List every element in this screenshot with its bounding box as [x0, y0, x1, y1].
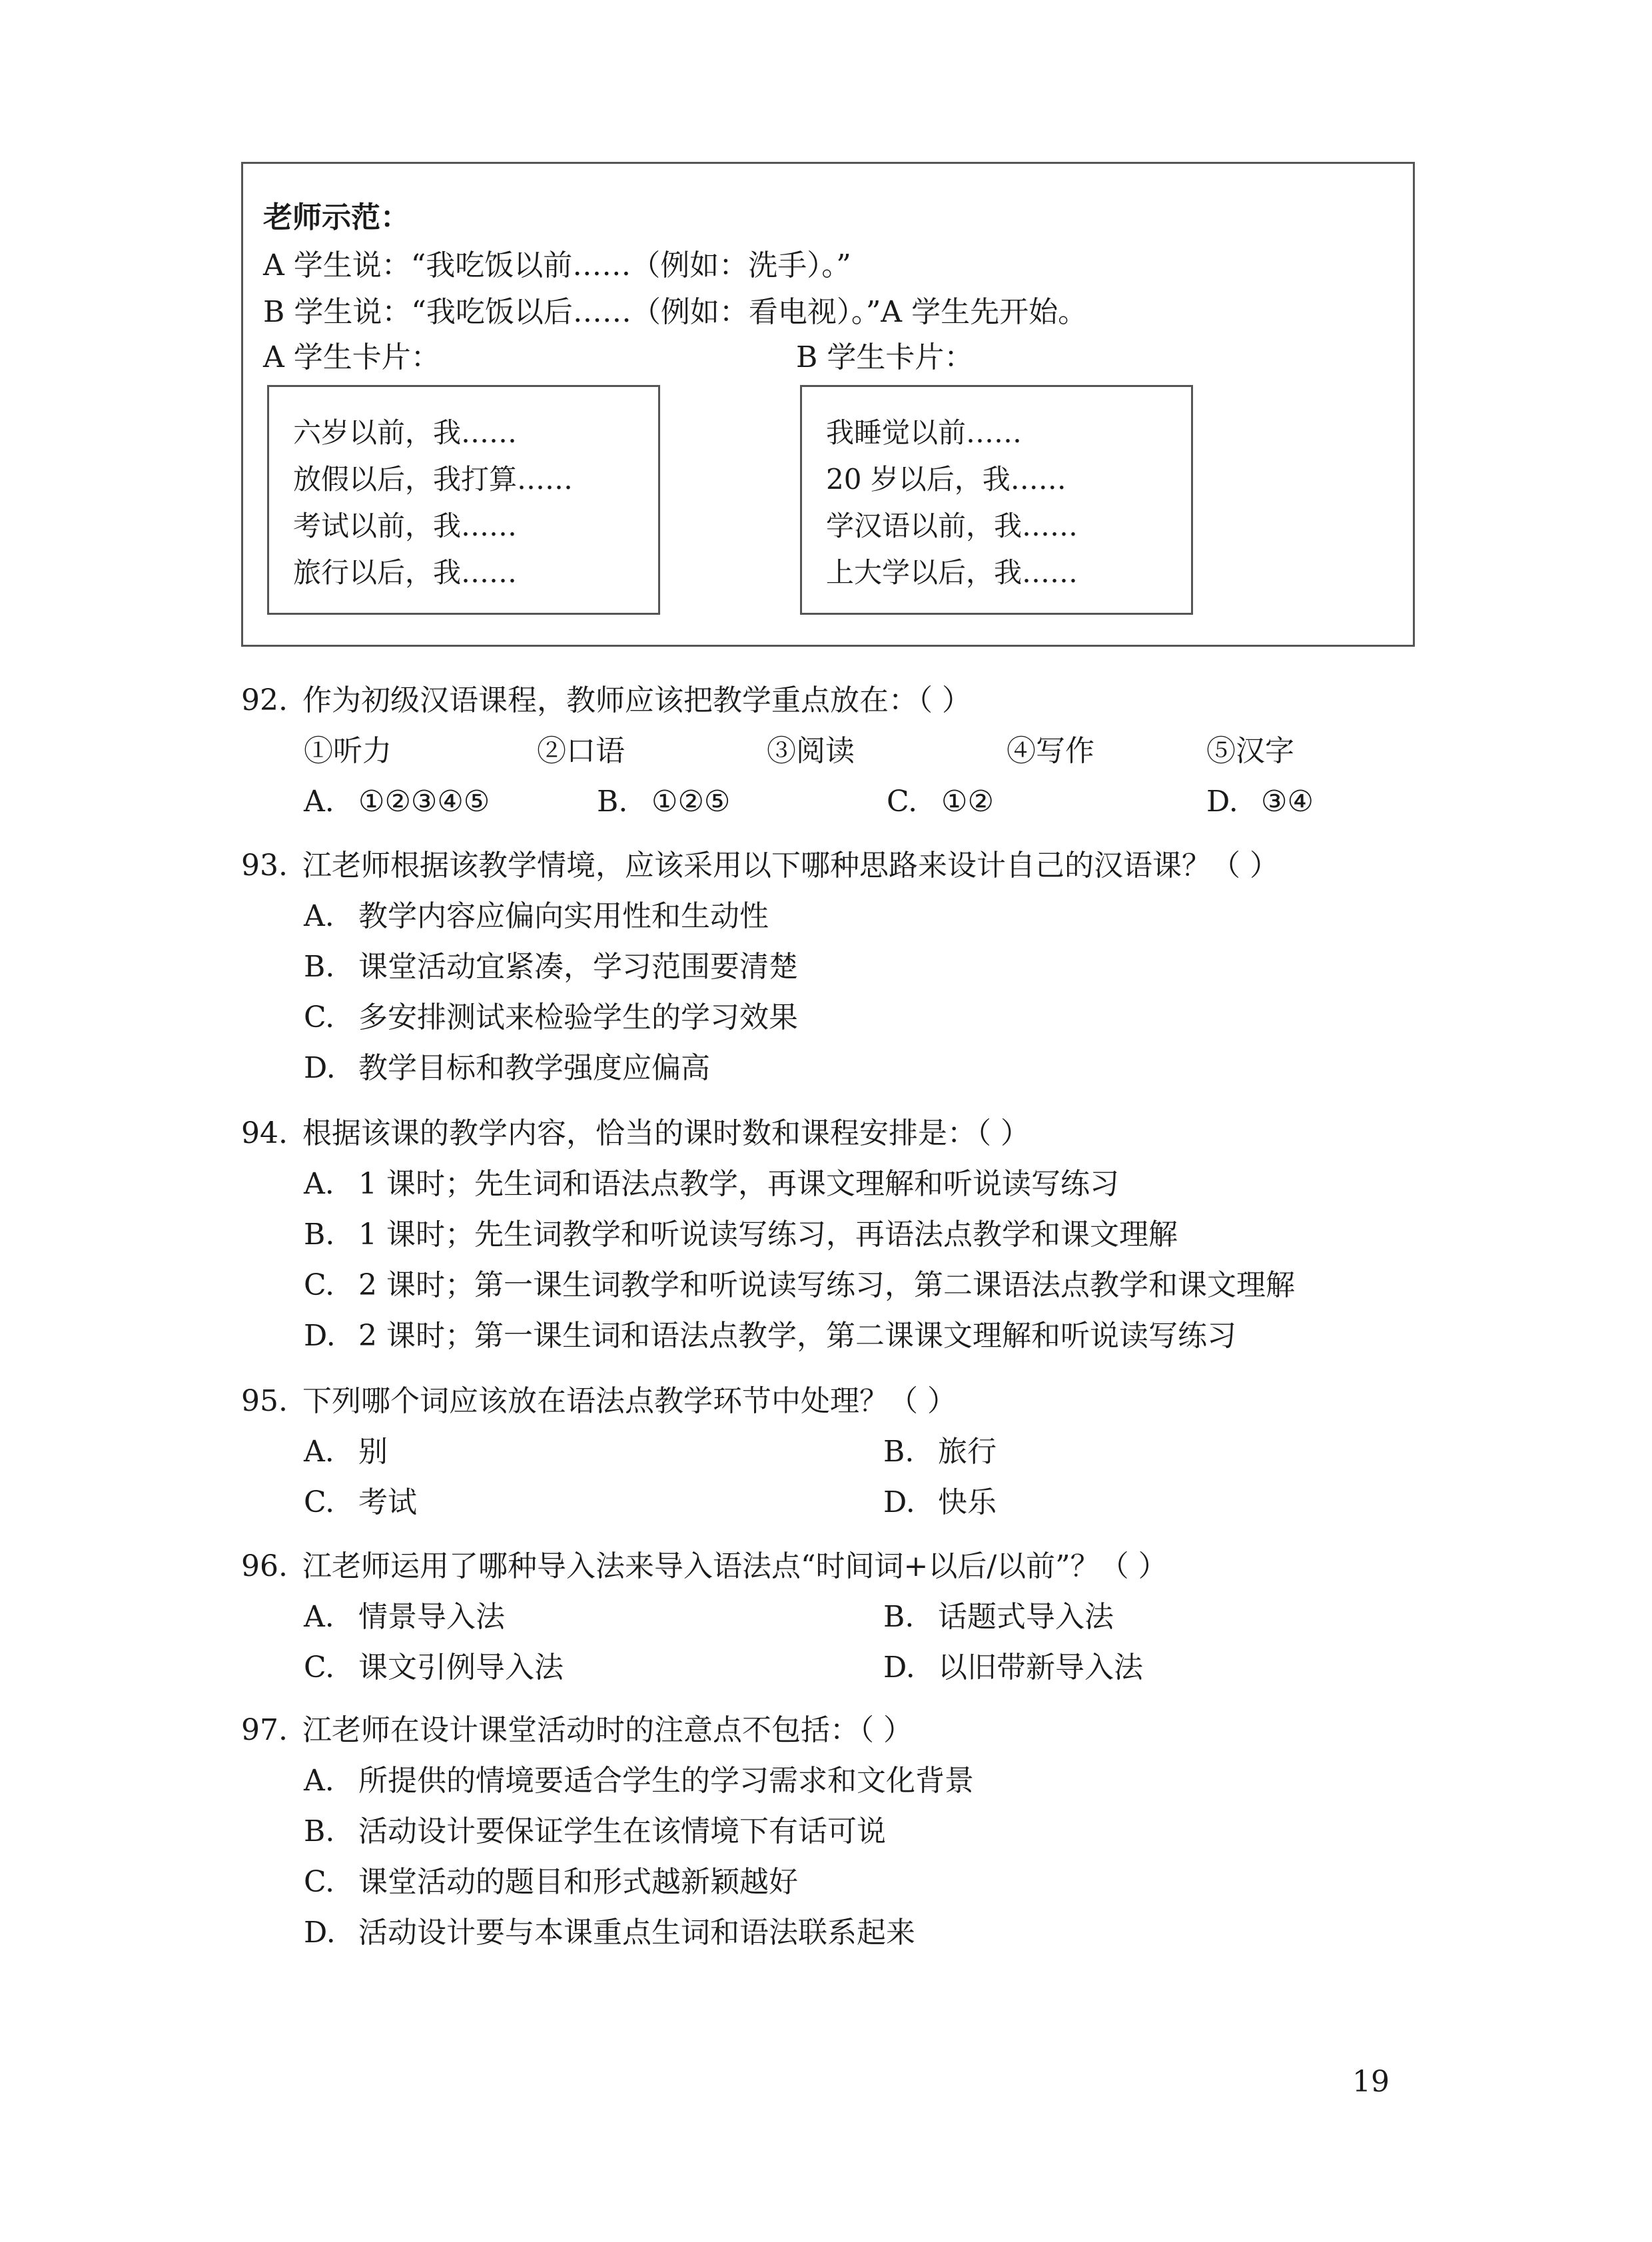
- option-text: 以旧带新导入法: [938, 1651, 1143, 1684]
- option-letter: D.: [883, 1485, 915, 1519]
- option-letter: C.: [304, 1485, 335, 1519]
- demo-title: 老师示范：: [263, 200, 410, 234]
- option-text: 快乐: [938, 1485, 997, 1519]
- option-b[interactable]: [304, 942, 1440, 992]
- option-letter: D.: [304, 1051, 336, 1085]
- option-text: 所提供的情境要适合学生的学习需求和文化背景: [358, 1764, 974, 1798]
- question-number: 93.: [241, 849, 288, 883]
- option-letter: D.: [1206, 785, 1238, 819]
- question-text: 根据该课的教学内容，恰当的课时数和课程安排是：（ ）: [302, 1116, 1030, 1150]
- option-letter: D.: [304, 1319, 336, 1353]
- option-letter: A.: [304, 1435, 334, 1469]
- option-text: ①②③④⑤: [358, 785, 490, 819]
- option-letter: A.: [304, 1764, 334, 1798]
- question-stem: [241, 841, 1440, 891]
- option-a[interactable]: [304, 1159, 1440, 1210]
- option-a[interactable]: [304, 891, 1440, 942]
- option-text: 教学目标和教学强度应偏高: [358, 1051, 710, 1085]
- teacher-demo-box: [241, 162, 1415, 647]
- option-c[interactable]: [304, 1260, 1440, 1311]
- option-b[interactable]: [304, 1210, 1440, 1260]
- card-b-label: B 学生卡片：: [796, 340, 974, 374]
- card-b-line: 我睡觉以前……: [826, 416, 1023, 449]
- question-text: 江老师运用了哪种导入法来导入语法点“时间词+以后/以前”？（ ）: [302, 1549, 1168, 1583]
- option-letter: B.: [597, 785, 628, 819]
- option-c[interactable]: [887, 777, 1206, 827]
- question-number: 92.: [241, 683, 288, 717]
- option-letter: C.: [304, 1865, 335, 1899]
- page-number: 19: [1352, 2065, 1390, 2099]
- question-95: [241, 1376, 1440, 1528]
- student-a-card: [267, 385, 660, 615]
- question-text: 下列哪个词应该放在语法点教学环节中处理？（ ）: [302, 1384, 957, 1418]
- option-a[interactable]: [304, 777, 597, 827]
- question-number: 94.: [241, 1116, 288, 1150]
- option-letter: B.: [304, 1814, 335, 1848]
- option-text: 话题式导入法: [938, 1600, 1114, 1634]
- card-a-line: 旅行以后，我……: [293, 556, 518, 589]
- question-number: 96.: [241, 1549, 288, 1583]
- option-letter: A.: [304, 1167, 334, 1201]
- option-text: 1 课时；先生词和语法点教学，再课文理解和听说读写练习: [358, 1167, 1119, 1201]
- option-text: 课堂活动的题目和形式越新颖越好: [358, 1865, 798, 1899]
- option-text: 课堂活动宜紧凑，学习范围要清楚: [358, 950, 798, 984]
- option-c[interactable]: [304, 992, 1440, 1043]
- card-a-line: 考试以前，我……: [293, 510, 518, 542]
- skill-item: ③阅读: [767, 734, 855, 768]
- option-letter: B.: [304, 950, 335, 984]
- option-b[interactable]: [304, 1806, 1440, 1857]
- skill-item: ①听力: [304, 734, 392, 768]
- option-letter: A.: [304, 899, 334, 933]
- card-b-line: 上大学以后，我……: [826, 556, 1078, 589]
- question-93: [241, 841, 1440, 1094]
- skill-item: ④写作: [1007, 734, 1094, 768]
- option-text: ③④: [1261, 785, 1314, 819]
- option-text: 旅行: [938, 1435, 997, 1469]
- option-a[interactable]: [304, 1592, 883, 1643]
- option-text: 课文引例导入法: [358, 1651, 564, 1684]
- option-b[interactable]: [883, 1427, 1463, 1477]
- question-text: 江老师在设计课堂活动时的注意点不包括：（ ）: [302, 1713, 913, 1747]
- option-text: 活动设计要保证学生在该情境下有话可说: [358, 1814, 886, 1848]
- option-b[interactable]: [597, 777, 887, 827]
- card-a-line: 放假以后，我打算……: [293, 463, 574, 496]
- question-stem: [241, 1705, 1440, 1756]
- option-letter: B.: [304, 1218, 335, 1252]
- answer-options: [304, 777, 1440, 827]
- option-letter: C.: [304, 1651, 335, 1684]
- option-c[interactable]: [304, 1477, 883, 1528]
- question-97: [241, 1705, 1440, 1958]
- option-letter: B.: [883, 1600, 915, 1634]
- question-94: [241, 1108, 1440, 1361]
- option-c[interactable]: [304, 1857, 1440, 1908]
- option-d[interactable]: [1206, 777, 1314, 827]
- option-text: ①②⑤: [651, 785, 731, 819]
- question-stem: [241, 675, 1440, 726]
- skill-items: [304, 726, 1440, 777]
- option-text: 教学内容应偏向实用性和生动性: [358, 899, 769, 933]
- option-a[interactable]: [304, 1756, 1440, 1806]
- question-number: 97.: [241, 1713, 288, 1747]
- student-b-card: [800, 385, 1193, 615]
- option-d[interactable]: [304, 1043, 1440, 1094]
- option-a[interactable]: [304, 1427, 883, 1477]
- card-b-line: 20 岁以后，我……: [826, 463, 1066, 496]
- option-b[interactable]: [883, 1592, 1463, 1643]
- skill-item: ②口语: [537, 734, 625, 768]
- question-96: [241, 1541, 1440, 1693]
- card-a-line: 六岁以前，我……: [293, 416, 518, 449]
- option-text: 多安排测试来检验学生的学习效果: [358, 1000, 798, 1034]
- question-text: 江老师根据该教学情境，应该采用以下哪种思路来设计自己的汉语课？（ ）: [302, 849, 1279, 883]
- option-text: 别: [358, 1435, 388, 1469]
- option-letter: A.: [304, 785, 334, 819]
- option-d[interactable]: [883, 1477, 1463, 1528]
- option-letter: C.: [304, 1000, 335, 1034]
- option-letter: C.: [304, 1268, 335, 1302]
- option-letter: B.: [883, 1435, 915, 1469]
- option-text: 情景导入法: [358, 1600, 505, 1634]
- demo-line-a: A 学生说：“我吃饭以前……（例如：洗手）。”: [263, 248, 851, 282]
- option-letter: A.: [304, 1600, 334, 1634]
- option-d[interactable]: [304, 1908, 1440, 1958]
- demo-line-b: B 学生说：“我吃饭以后……（例如：看电视）。”A 学生先开始。: [263, 295, 1088, 329]
- option-text: 2 课时；第一课生词和语法点教学，第二课课文理解和听说读写练习: [358, 1319, 1236, 1353]
- option-c[interactable]: [304, 1643, 883, 1693]
- question-stem: [241, 1376, 1440, 1427]
- question-text: 作为初级汉语课程，教师应该把教学重点放在：（ ）: [302, 683, 971, 717]
- option-letter: D.: [304, 1916, 336, 1950]
- option-letter: C.: [887, 785, 918, 819]
- option-text: 活动设计要与本课重点生词和语法联系起来: [358, 1916, 915, 1950]
- option-text: 1 课时；先生词教学和听说读写练习，再语法点教学和课文理解: [358, 1218, 1178, 1252]
- question-stem: [241, 1108, 1440, 1159]
- card-b-line: 学汉语以前，我……: [826, 510, 1078, 542]
- question-number: 95.: [241, 1384, 288, 1418]
- question-stem: [241, 1541, 1440, 1592]
- option-text: ①②: [941, 785, 994, 819]
- option-d[interactable]: [304, 1311, 1440, 1361]
- question-92: [241, 675, 1440, 827]
- option-text: 2 课时；第一课生词教学和听说读写练习，第二课语法点教学和课文理解: [358, 1268, 1295, 1302]
- option-letter: D.: [883, 1651, 915, 1684]
- option-text: 考试: [358, 1485, 417, 1519]
- skill-item: ⑤汉字: [1206, 734, 1294, 768]
- option-d[interactable]: [883, 1643, 1463, 1693]
- card-a-label: A 学生卡片：: [263, 340, 440, 374]
